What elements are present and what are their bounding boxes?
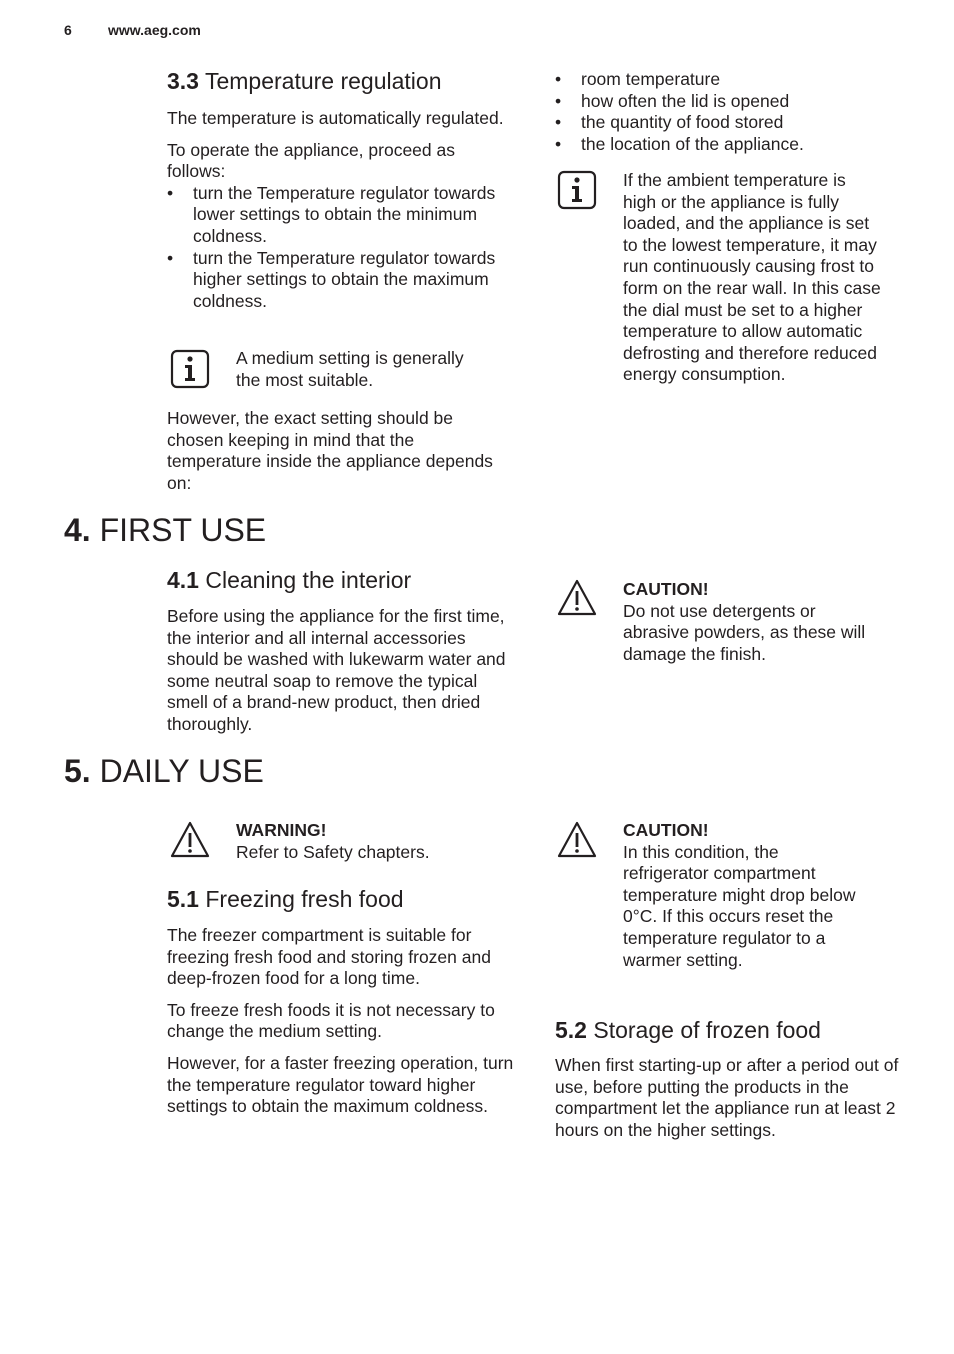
bullet-list xyxy=(167,183,517,313)
section-title: Storage of frozen food xyxy=(593,1017,821,1043)
list-item: • room temperature xyxy=(555,69,875,91)
paragraph: However, the exact setting should be chosen keeping in mind that the temperature inside the appliance depends on: xyxy=(167,408,493,493)
paragraph: The temperature is automatically regulated. xyxy=(167,108,504,128)
chapter-5-heading xyxy=(64,752,264,790)
section-title: Freezing fresh food xyxy=(205,886,404,912)
caution-notice-temperature xyxy=(623,820,863,971)
section-5-2-heading xyxy=(555,1016,821,1044)
warning-title: WARNING! xyxy=(236,820,327,840)
list-item: • the quantity of food stored xyxy=(555,112,875,134)
paragraph: The freezer compartment is suitable for freezing fresh food and storing frozen and deep-frozen food for a long time. xyxy=(167,925,491,989)
caution-title: CAUTION! xyxy=(623,820,709,840)
section-3-3-body-continued xyxy=(167,408,507,494)
warning-notice xyxy=(236,820,496,863)
chapter-title: DAILY USE xyxy=(99,753,264,789)
dependency-list xyxy=(555,69,875,155)
chapter-number: 5. xyxy=(64,753,91,789)
warning-triangle-icon xyxy=(557,820,597,860)
paragraph: To freeze fresh foods it is not necessary to change the medium setting. xyxy=(167,999,495,1042)
page-number: 6 xyxy=(64,22,72,38)
list-item: • the location of the appliance. xyxy=(555,134,875,156)
info-icon xyxy=(557,170,597,210)
section-3-3-heading xyxy=(167,67,442,95)
paragraph: To operate the appliance, proceed as follows: xyxy=(167,139,455,182)
paragraph: When first starting-up or after a period out of use, before putting the products in the compartment let the appliance run at least 2 hours on the higher settings. xyxy=(555,1055,899,1140)
bullet-list xyxy=(555,69,875,155)
website-url[interactable]: www.aeg.com xyxy=(108,22,201,38)
caution-title: CAUTION! xyxy=(623,579,709,599)
section-4-1-heading xyxy=(167,566,411,594)
section-5-1-body xyxy=(167,925,517,1118)
list-item: • how often the lid is opened xyxy=(555,91,875,113)
caution-text: Do not use detergents or abrasive powders, as these will damage the finish. xyxy=(623,600,866,664)
section-5-1-heading xyxy=(167,885,404,913)
section-number: 4.1 xyxy=(167,567,199,593)
warning-text: Refer to Safety chapters. xyxy=(236,841,430,862)
page-header xyxy=(64,22,201,38)
chapter-4-heading xyxy=(64,511,266,549)
chapter-number: 4. xyxy=(64,512,91,548)
paragraph: However, for a faster freezing operation, turn the temperature regulator toward higher settings to obtain the maximum coldness. xyxy=(167,1052,514,1117)
chapter-title: FIRST USE xyxy=(99,512,267,548)
warning-triangle-icon xyxy=(170,820,210,860)
list-item: • turn the Temperature regulator towards lower settings to obtain the minimum coldness. xyxy=(167,183,517,248)
section-4-1-body xyxy=(167,606,512,736)
section-number: 5.2 xyxy=(555,1017,587,1043)
warning-triangle-icon xyxy=(557,578,597,618)
paragraph: Before using the appliance for the first time, the interior and all internal accessories should be washed with lukewarm water and some neutral soap to remove the typical smell of a brand-new product, then dried thoroughly. xyxy=(167,606,506,734)
section-title: Temperature regulation xyxy=(204,68,442,94)
section-5-2-body xyxy=(555,1055,915,1141)
section-number: 3.3 xyxy=(167,68,199,94)
section-3-3-body xyxy=(167,108,517,312)
caution-notice-cleaning xyxy=(623,579,873,665)
info-icon xyxy=(170,349,210,389)
info-note-frost: If the ambient temperature is high or the appliance is fully loaded, and the appliance is set to the lowest temperature, it may run continuously causing frost to form on the rear wall. In this case the dial must be set to a higher temperature to allow automatic defrosting and therefore reduced energy consumption. xyxy=(623,170,881,385)
info-note: A medium setting is generally the most suitable. xyxy=(236,348,464,390)
section-title: Cleaning the interior xyxy=(205,567,412,593)
caution-text: In this condition, the refrigerator compartment temperature might drop below 0°C. If this occurs reset the temperature regulator to a warmer setting. xyxy=(623,841,856,970)
list-item: • turn the Temperature regulator towards higher settings to obtain the maximum coldness. xyxy=(167,248,517,313)
section-number: 5.1 xyxy=(167,886,199,912)
